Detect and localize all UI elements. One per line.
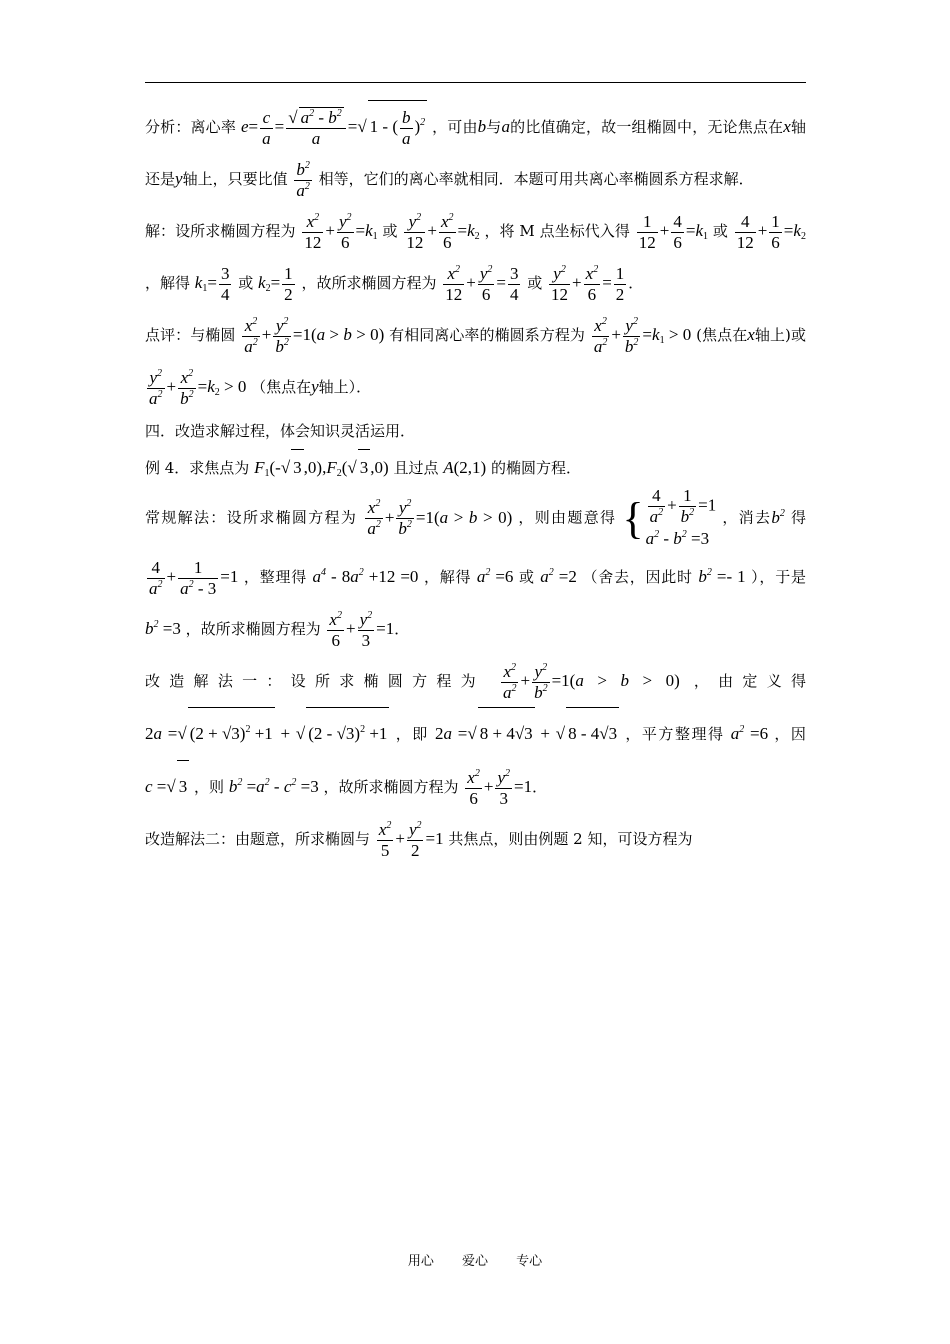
document-body [145,100,806,865]
paragraph-analysis: 分析：离心率 e= $\frac{c}{a}$ = $\frac{√ a^2 - b^2}{a}$ =√ 1 - ( $\frac{b}{a}$ )$^2$ ，可由b与a的比值确定，故一组椭圆中，无论焦点在x轴还是y轴上，只要比值 $\frac{b^2}{a^2}$ 相等，它们的离心率就相同．本题可用共离心率椭圆系方程求解． [145,100,806,205]
paragraph-comment: 点评：与椭圆 $\frac{x^2}{a^2}$ + $\frac{y^2}{b^2}$ =1(a > b > 0) 有相同离心率的椭圆系方程为 $\frac{x^2}{a^2}$ + $\frac{y^2}{b^2}$ $=k_1 > 0$ (焦点在x轴上)或 $\frac{y^2}{a^2}$ + $\frac{x^2}{b^2}$ $=k_2 > 0$ （焦点在y轴上）． [145,315,806,408]
paragraph-method-two: 改造解法二：由题意，所求椭圆与 $\frac{x^2}{5}$ + $\frac{y^2}{2}$ =1 共焦点，则由例题 2 知，可设方程为 [145,819,693,860]
page-footer [0,1250,950,1269]
eccentricity-formula: e= $\frac{c}{a}$ = $\frac{√ a^2 - b^2}{a}$ =√ 1 - ( $\frac{b}{a}$ )$^2$ [241,117,427,136]
paragraph-method-one: 改造解法一：设所求椭圆方程为 $\frac{x^2}{a^2}$ + $\frac{y^2}{b^2}$ =1(a > b > 0) ，由定义得 2a =√ $(2 + √3)^2 +1$ + √ (2 - √3)$^2$ +1 ，即 2a =√ 8 + 4√3 + √ 8 - 4√3 ，平方整理得 $a^2 =6$ ，因 c =√ 3 ，则 $b^2 =a^2 - c^2 =3$ ，故所求椭圆方程为 $\frac{x^2}{6}$ + $\frac{y^2}{3}$ =1． [145,655,806,813]
paragraph-regular-method: 常规解法：设所求椭圆方程为 $\frac{x^2}{a^2}$ + $\frac{y^2}{b^2}$ =1(a > b > 0) ，则由题意得 { $\frac{4}{a^2}$ + $\frac{1}{b^2}$ =1 $a^2 - b^2 =3$ ，消去$b^2$ 得 $\frac{4}{a^2}$ + $\frac{1}{a^2 - 3}$ =1 ，整理得 $a^4 - 8a^2 +12 =0$ ，解得 $a^2 =6$ 或 $a^2 =2$ （舍去，因此时 $b^2 =- 1$ ），于是 $b^2 =3$ ，故所求椭圆方程为 $\frac{x^2}{6}$ + $\frac{y^2}{3}$ =1． [145,486,806,650]
equation-system: { $\frac{4}{a^2}$ + $\frac{1}{b^2}$ =1 $a^2 - b^2 =3$ [622,486,717,548]
example-4: 例 4．求焦点为 $F_1(-√$ 3 $,0),F_2(√$ 3 ,0) 且过点 A(2,1) 的椭圆方程． [145,449,806,486]
section-heading: 四．改造求解过程，体会知识灵活运用． [145,422,416,440]
footer-item: 用心 [407,1254,434,1269]
footer-item: 专心 [516,1254,543,1269]
header-rule [145,82,806,83]
paragraph-solution: 解：设所求椭圆方程为 $\frac{x^2}{12}$ + $\frac{y^2}{6}$ $=k_1$ 或 $\frac{y^2}{12}$ + $\frac{x^2}{6}$ $=k_2$ ，将 M 点坐标代入得 $\frac{1}{12}$ + $\frac{4}{6}$ $=k_1$ 或 $\frac{4}{12}$ + $\frac{1}{6}$ $=k_2$ ，解得 $k_1=$ $\frac{3}{4}$ 或 $k_2=$ $\frac{1}{2}$ ，故所求椭圆方程为 $\frac{x^2}{12}$ + $\frac{y^2}{6}$ = $\frac{3}{4}$ 或 $\frac{y^2}{12}$ + $\frac{x^2}{6}$ = $\frac{1}{2}$ ． [145,211,806,304]
footer-item: 爱心 [461,1254,488,1269]
ratio-formula: $\frac{b^2}{a^2}$ [296,159,310,200]
